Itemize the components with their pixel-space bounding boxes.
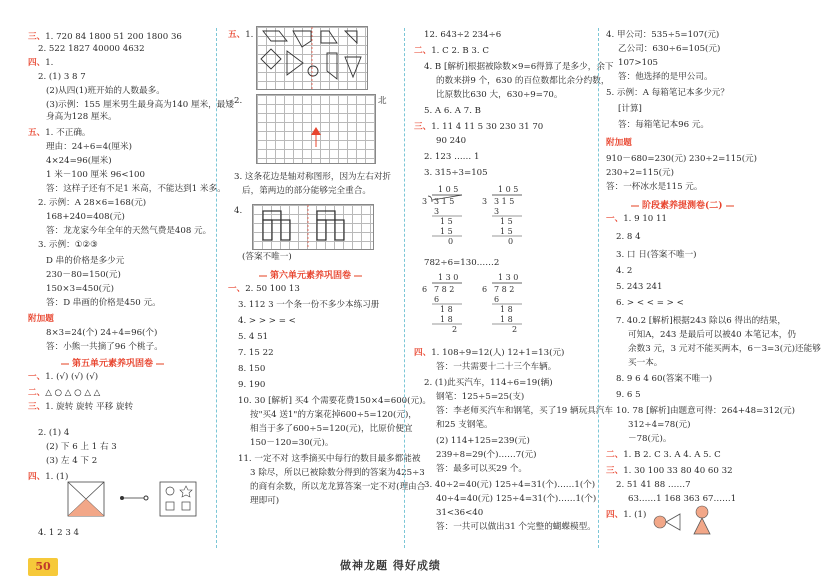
answer-text: 3. 口 日(答案不唯一) bbox=[616, 250, 697, 260]
line bbox=[606, 450, 721, 461]
answer-text: 余数3 元，3 元对不能买两本，6－3=3(元)还能够 bbox=[628, 344, 821, 354]
answer-text: 7. 40.2 [解析]根据243 除以6 得出的结果， bbox=[616, 316, 786, 326]
section-label: 二、 bbox=[28, 388, 46, 398]
answer-text: [计算] bbox=[618, 104, 642, 114]
answer-text: 身高为128 厘米。 bbox=[46, 112, 117, 122]
answer-text: 后，第两边的部分能够完全重合。 bbox=[242, 186, 371, 196]
answer-text: 答：一共需要十二十三个车辆。 bbox=[436, 362, 557, 372]
path-drawing bbox=[257, 95, 375, 163]
answer-text: 1. bbox=[45, 58, 54, 68]
long-division-782 bbox=[418, 272, 588, 344]
section-title: 第六单元素养巩固卷 bbox=[256, 268, 365, 281]
answer-column-2 bbox=[228, 0, 432, 560]
answer-text: (2)从四(1)班开始的人数最多。 bbox=[46, 86, 165, 96]
svg-text:1 8: 1 8 bbox=[440, 315, 453, 324]
answer-text: 2. (1) 3 8 7 bbox=[38, 72, 86, 82]
svg-text:1 8: 1 8 bbox=[500, 315, 513, 324]
answer-text: (2) 下 6 上 1 右 3 bbox=[46, 442, 117, 452]
section-label: 五、 bbox=[228, 30, 246, 40]
section-title: 第五单元素养巩固卷 bbox=[58, 356, 167, 369]
answer-text: 比原数比630 大，630÷9=70。 bbox=[436, 90, 563, 100]
answer-text: 8. 150 bbox=[238, 364, 266, 374]
answer-text: 答：龙龙家今年全年的天然气费是408 元。 bbox=[46, 226, 212, 236]
line bbox=[28, 402, 133, 413]
svg-text:0: 0 bbox=[448, 237, 454, 246]
answer-text: 答：小熊一共摘了96 个桃子。 bbox=[46, 342, 163, 352]
answer-text: －78(元)。 bbox=[628, 434, 672, 444]
section-title: 阶段素养提测卷(二) bbox=[628, 198, 737, 211]
answer-text: 答：李老师买汽车和钢笔，买了19 辆玩具汽车 bbox=[436, 406, 613, 416]
line bbox=[228, 284, 300, 295]
answer-text: 230－80=150(元) bbox=[46, 270, 121, 280]
answer-column-4 bbox=[606, 0, 821, 560]
answer-text: 1. 旋转 旋转 平移 旋转 bbox=[45, 402, 134, 412]
line bbox=[228, 30, 253, 41]
answer-text: 107>105 bbox=[618, 58, 659, 68]
svg-text:6: 6 bbox=[494, 295, 500, 304]
answer-text: 10. 78 [解析]由题意可得：264+48=312(元) bbox=[616, 406, 795, 416]
answer-text: 4×24=96(厘米) bbox=[46, 156, 112, 166]
answer-text: 2. 8 4 bbox=[616, 232, 641, 242]
svg-text:1 0 5: 1 0 5 bbox=[438, 185, 459, 194]
answer-text: 买一本。 bbox=[628, 358, 663, 368]
answer-text: 2. 示例：A 28×6=168(元) bbox=[38, 198, 147, 208]
svg-text:1 8: 1 8 bbox=[440, 305, 453, 314]
section-label: 二、 bbox=[414, 46, 432, 56]
answer-text: 和25 支钢笔。 bbox=[436, 420, 493, 430]
svg-text:6: 6 bbox=[434, 295, 440, 304]
line bbox=[28, 388, 100, 399]
answer-text: D 串的价格是多少元 bbox=[46, 256, 125, 266]
answer-text: 1. B 2. C 3. A 4. A 5. C bbox=[623, 450, 721, 460]
svg-text:1 5: 1 5 bbox=[500, 217, 513, 226]
section-label: 一、 bbox=[606, 214, 624, 224]
answer-text: 40÷4=40(元) 125÷4=31(个)……1(个) bbox=[436, 494, 597, 504]
answer-text: 6. > < < = > < bbox=[616, 298, 684, 308]
answer-text: 1. 9 10 11 bbox=[623, 214, 667, 224]
answer-text: 可知A，243 是最后可以被40 本笔记本，仍 bbox=[628, 330, 796, 340]
svg-text:1 0 5: 1 0 5 bbox=[498, 185, 519, 194]
answer-text: 答：一共可以做出31 个完整的蝴蝶模型。 bbox=[436, 522, 596, 532]
answer-text: 5. 示例：A 每箱笔记本多少元？ bbox=[606, 88, 729, 98]
answer-text: 答：他选择的是甲公司。 bbox=[618, 72, 713, 82]
answer-text: 3. 112 3 一个条一份不多少本练习册 bbox=[238, 300, 380, 310]
line bbox=[606, 214, 667, 225]
answer-column-1 bbox=[28, 0, 234, 560]
pattern-drawing bbox=[253, 205, 373, 249]
answer-text: 1. (1) bbox=[623, 510, 647, 520]
answer-text: 3. 这条花边是轴对称图形，因为左右对折 bbox=[234, 172, 392, 182]
answer-text: 11. 一定不对 这季摘买中每行的数目最多都能被 bbox=[238, 454, 421, 464]
svg-text:1 5: 1 5 bbox=[440, 227, 453, 236]
section-label: 三、 bbox=[28, 32, 46, 42]
answer-text: 5. A 6. A 7. B bbox=[424, 106, 481, 116]
svg-text:6: 6 bbox=[422, 285, 428, 294]
answer-text: 1. 30 100 33 80 40 60 32 bbox=[623, 466, 733, 476]
shape-answers: △ ○ △ ○ △ △ bbox=[45, 388, 101, 398]
circled-numbers: ①②③ bbox=[74, 240, 98, 250]
line bbox=[28, 128, 91, 139]
svg-text:1 5: 1 5 bbox=[440, 217, 453, 226]
answer-text: 1. 不正确。 bbox=[45, 128, 91, 138]
answer-text: 钢笔：125÷5=25(支) bbox=[436, 392, 525, 402]
answer-text: 1. (√) (√) (√) bbox=[45, 372, 99, 382]
svg-text:3 1 5: 3 1 5 bbox=[434, 197, 455, 206]
line bbox=[414, 122, 543, 133]
section-label: 五、 bbox=[28, 128, 46, 138]
svg-text:7 8 2: 7 8 2 bbox=[434, 285, 455, 294]
answer-text: 150×3=450(元) bbox=[46, 284, 114, 294]
answer-text: 230÷2=115(元) bbox=[606, 168, 674, 178]
answer-text: 910－680=230(元) 230÷2=115(元) bbox=[606, 154, 758, 164]
line bbox=[414, 46, 489, 57]
line bbox=[606, 466, 733, 477]
column-divider bbox=[404, 28, 405, 548]
answer-text: 答：这样子还有不足1 米高，不能达到1 米多。 bbox=[46, 184, 226, 194]
answer-text: 乙公司：630÷6=105(元) bbox=[618, 44, 721, 54]
answer-text: 2. 50 100 13 bbox=[245, 284, 300, 294]
line bbox=[424, 152, 479, 163]
line bbox=[28, 58, 53, 69]
answer-text: 782÷6=130……2 bbox=[424, 258, 500, 268]
answer-text: 答：D 串画的价格是450 元。 bbox=[46, 298, 161, 308]
answer-text: 1. 720 84 1800 51 200 1800 36 bbox=[45, 32, 182, 42]
answer-text: 2. (1)此买汽车，114÷6=19(辆) bbox=[424, 378, 553, 388]
long-division-315 bbox=[418, 184, 588, 254]
answer-text: 2. bbox=[234, 96, 243, 106]
answer-text: 5. 4 51 bbox=[238, 332, 269, 342]
answer-text: 按"买4 送1"的方案花掉600÷5=120(元)， bbox=[250, 410, 417, 420]
svg-text:6: 6 bbox=[482, 285, 488, 294]
answer-text: 312÷4=78(元) bbox=[628, 420, 691, 430]
answer-text: 3. 示例： bbox=[38, 240, 75, 250]
section-label: 一、 bbox=[228, 284, 246, 294]
answer-text: 3. 315÷3=105 bbox=[424, 168, 488, 178]
answer-text: 2. 51 41 88 ……7 bbox=[616, 480, 691, 490]
answer-column-3 bbox=[414, 0, 614, 560]
answer-text: 3 除尽，所以已被除数分得到的答案为425÷3 bbox=[250, 468, 425, 478]
section-label: 四、 bbox=[414, 348, 432, 358]
answer-text: 4. 2 bbox=[616, 266, 633, 276]
line bbox=[414, 348, 564, 359]
svg-text:3: 3 bbox=[422, 197, 428, 206]
section-label: 四、 bbox=[28, 58, 46, 68]
answer-text: 239÷8=29(个)……7(元) bbox=[436, 450, 537, 460]
answer-text: 150－120=30(元)。 bbox=[250, 438, 334, 448]
bonus-heading: 附加题 bbox=[606, 138, 632, 148]
answer-text: 9. 190 bbox=[238, 380, 266, 390]
answer-text: 3. 40÷2=40(元) 125÷4=31(个)……1(个) bbox=[424, 480, 596, 490]
symmetry-grid-1 bbox=[256, 26, 368, 90]
line bbox=[28, 372, 98, 383]
svg-text:2: 2 bbox=[452, 325, 458, 334]
answer-text: 相当于多了600÷5=120(元)，比原价便宜 bbox=[250, 424, 413, 434]
section-label: 四、 bbox=[606, 510, 624, 520]
section-label: 四、 bbox=[28, 472, 46, 482]
answer-text: 2. 123 …… 1 bbox=[424, 152, 480, 162]
answer-text: 168+240=408(元) bbox=[46, 212, 125, 222]
answer-text: (3) 左 4 下 2 bbox=[46, 456, 98, 466]
page-number: 50 bbox=[28, 558, 58, 576]
shapes-drawing bbox=[652, 504, 722, 538]
answer-text: 1. 108÷9=12(人) 12+1=13(元) bbox=[431, 348, 565, 358]
svg-text:3: 3 bbox=[482, 197, 488, 206]
line bbox=[28, 32, 182, 43]
svg-text:1 3 0: 1 3 0 bbox=[498, 273, 519, 282]
answer-text: 8×3=24(个) 24÷4=96(个) bbox=[46, 328, 158, 338]
answer-text: 1. C 2. B 3. C bbox=[431, 46, 489, 56]
answer-text: (2) 114+125=239(元) bbox=[436, 436, 530, 446]
svg-text:1 8: 1 8 bbox=[500, 305, 513, 314]
bonus-heading: 附加题 bbox=[28, 314, 54, 324]
answer-text: 1. 11 4 11 5 30 230 31 70 bbox=[431, 122, 544, 132]
answer-text: (答案不唯一) bbox=[242, 252, 292, 262]
svg-text:0: 0 bbox=[508, 237, 514, 246]
section-label: 一、 bbox=[28, 372, 46, 382]
page-footer-slogan: 做神龙题 得好成绩 bbox=[340, 559, 441, 572]
line bbox=[424, 168, 488, 179]
answer-text: 理即可) bbox=[250, 496, 280, 506]
answer-text: 2. (1) 4 bbox=[38, 428, 70, 438]
answer-text: 答：最多可以买29 个。 bbox=[436, 464, 528, 474]
answer-text: 的商有余数，所以龙龙算答案一定不对(理由合 bbox=[250, 482, 426, 492]
shape-drawings bbox=[257, 27, 367, 89]
svg-text:3: 3 bbox=[434, 207, 440, 216]
answer-text: (3)示例：155 厘米男生最身高为140 厘米，最矮 bbox=[46, 100, 234, 110]
svg-text:7 8 2: 7 8 2 bbox=[494, 285, 515, 294]
answer-text: 的数来拼9 个，630 的百位数都比余分约数， bbox=[436, 76, 610, 86]
answer-text: 理由：24÷6=4(厘米) bbox=[46, 142, 132, 152]
direction-grid bbox=[256, 94, 376, 164]
rotation-diagram bbox=[66, 478, 196, 528]
svg-text:1 3 0: 1 3 0 bbox=[438, 273, 459, 282]
svg-text:1 5: 1 5 bbox=[500, 227, 513, 236]
column-divider bbox=[598, 28, 599, 548]
answer-text: 答：每箱笔记本96 元。 bbox=[618, 120, 710, 130]
answer-text: 4. bbox=[234, 206, 243, 216]
answer-text: 4. > > > = < bbox=[238, 316, 296, 326]
column-divider bbox=[216, 28, 217, 548]
answer-text: 63……1 168 363 67……1 bbox=[628, 494, 737, 504]
answer-text: 7. 15 22 bbox=[238, 348, 274, 358]
answer-text: 1 米－100 厘米 96<100 bbox=[46, 170, 145, 180]
answer-text: 31<36<40 bbox=[436, 508, 484, 518]
section-label: 二、 bbox=[606, 450, 624, 460]
answer-text: 1. bbox=[245, 30, 254, 40]
answer-text: 4. 1 2 3 4 bbox=[38, 528, 79, 538]
answer-text: 1. (1) bbox=[45, 472, 69, 482]
section-label: 三、 bbox=[606, 466, 624, 476]
answer-text: 8. 9 6 4 60(答案不唯一) bbox=[616, 374, 713, 384]
north-label: 北 bbox=[378, 96, 387, 106]
line bbox=[606, 510, 646, 521]
section-label: 三、 bbox=[28, 402, 46, 412]
svg-text:3: 3 bbox=[494, 207, 500, 216]
svg-text:3 1 5: 3 1 5 bbox=[494, 197, 515, 206]
line bbox=[28, 472, 68, 483]
answer-text: 9. 6 5 bbox=[616, 390, 641, 400]
answer-text: 90 240 bbox=[436, 136, 467, 146]
answer-text: 4. B [解析]根据被除数×9=6得算了是多少，余下 bbox=[424, 62, 614, 72]
section-label: 三、 bbox=[414, 122, 432, 132]
answer-text: 12. 643÷2 234÷6 bbox=[424, 30, 502, 40]
svg-text:2: 2 bbox=[512, 325, 518, 334]
answer-text: 10. 30 [解析] 买4 个需要花费150×4=600(元)。 bbox=[238, 396, 432, 406]
answer-text: 答：一杯冰水是115 元。 bbox=[606, 182, 703, 192]
answer-text: 2. 522 1827 40000 4632 bbox=[38, 44, 145, 54]
line bbox=[38, 240, 98, 251]
answer-text: 5. 243 241 bbox=[616, 282, 663, 292]
symmetry-grid-2 bbox=[252, 204, 374, 250]
answer-text: 4. 甲公司：535÷5=107(元) bbox=[606, 30, 720, 40]
